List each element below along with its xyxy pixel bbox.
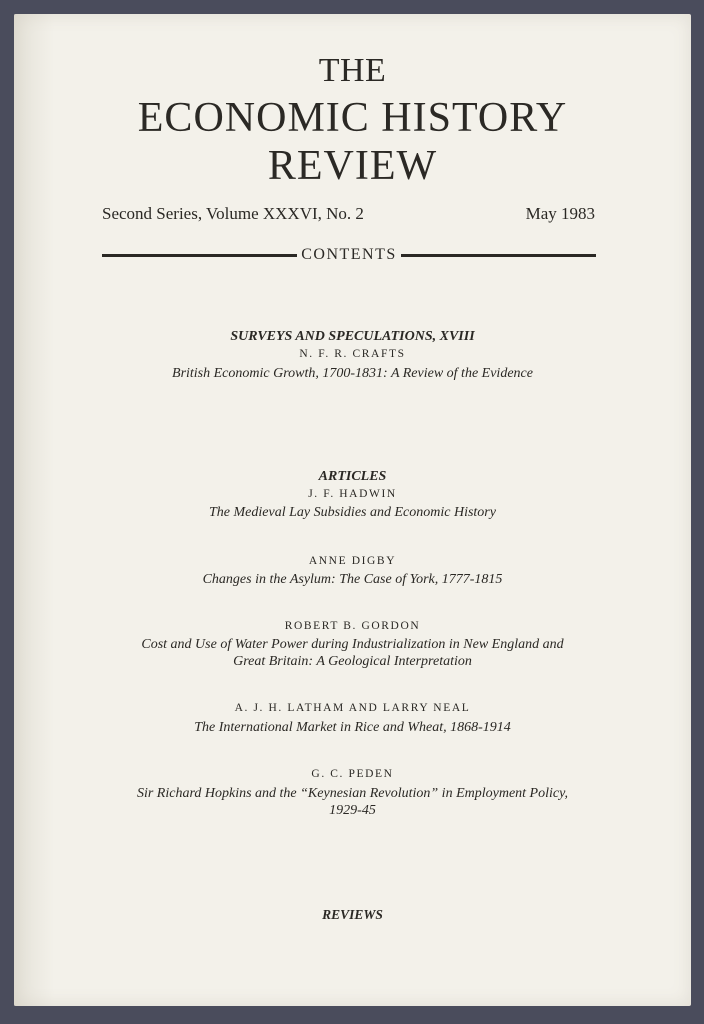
survey-author: N. F. R. CRAFTS	[299, 348, 406, 360]
journal-title-line-2: ECONOMIC HISTORY	[137, 95, 568, 141]
article-title-continued: 1929-45	[329, 803, 376, 818]
article-title: Sir Richard Hopkins and the “Keynesian Revolution” in Employment Policy,	[136, 786, 569, 801]
rule-right	[401, 254, 596, 257]
article-title: The International Market in Rice and Wheat, 1868-1914	[194, 720, 511, 735]
article-author: ROBERT B. GORDON	[284, 620, 421, 632]
series-volume-info: Second Series, Volume XXXVI, No. 2	[102, 204, 364, 223]
articles-heading: ARTICLES	[318, 469, 387, 484]
contents-label: CONTENTS	[301, 246, 397, 263]
article-title: Changes in the Asylum: The Case of York, 1777-1815	[202, 572, 503, 587]
journal-title-line-3: REVIEW	[267, 143, 438, 189]
journal-title-line-1: THE	[318, 52, 387, 89]
issue-date: May 1983	[525, 204, 595, 223]
journal-cover	[14, 14, 691, 1006]
article-author: ANNE DIGBY	[308, 555, 397, 567]
article-title: The Medieval Lay Subsidies and Economic History	[209, 505, 496, 520]
article-author: A. J. H. LATHAM AND LARRY NEAL	[234, 702, 471, 714]
article-title: Cost and Use of Water Power during Industrialization in New England and	[141, 637, 564, 652]
reviews-heading: REVIEWS	[322, 907, 383, 922]
survey-title: British Economic Growth, 1700-1831: A Review of the Evidence	[172, 366, 533, 381]
survey-heading: SURVEYS AND SPECULATIONS, XVIII	[230, 329, 475, 344]
contents-divider	[102, 244, 596, 266]
article-author: J. F. HADWIN	[308, 488, 397, 500]
article-title-continued: Great Britain: A Geological Interpretation	[233, 654, 472, 669]
rule-left	[102, 254, 297, 257]
article-author: G. C. PEDEN	[311, 768, 394, 780]
